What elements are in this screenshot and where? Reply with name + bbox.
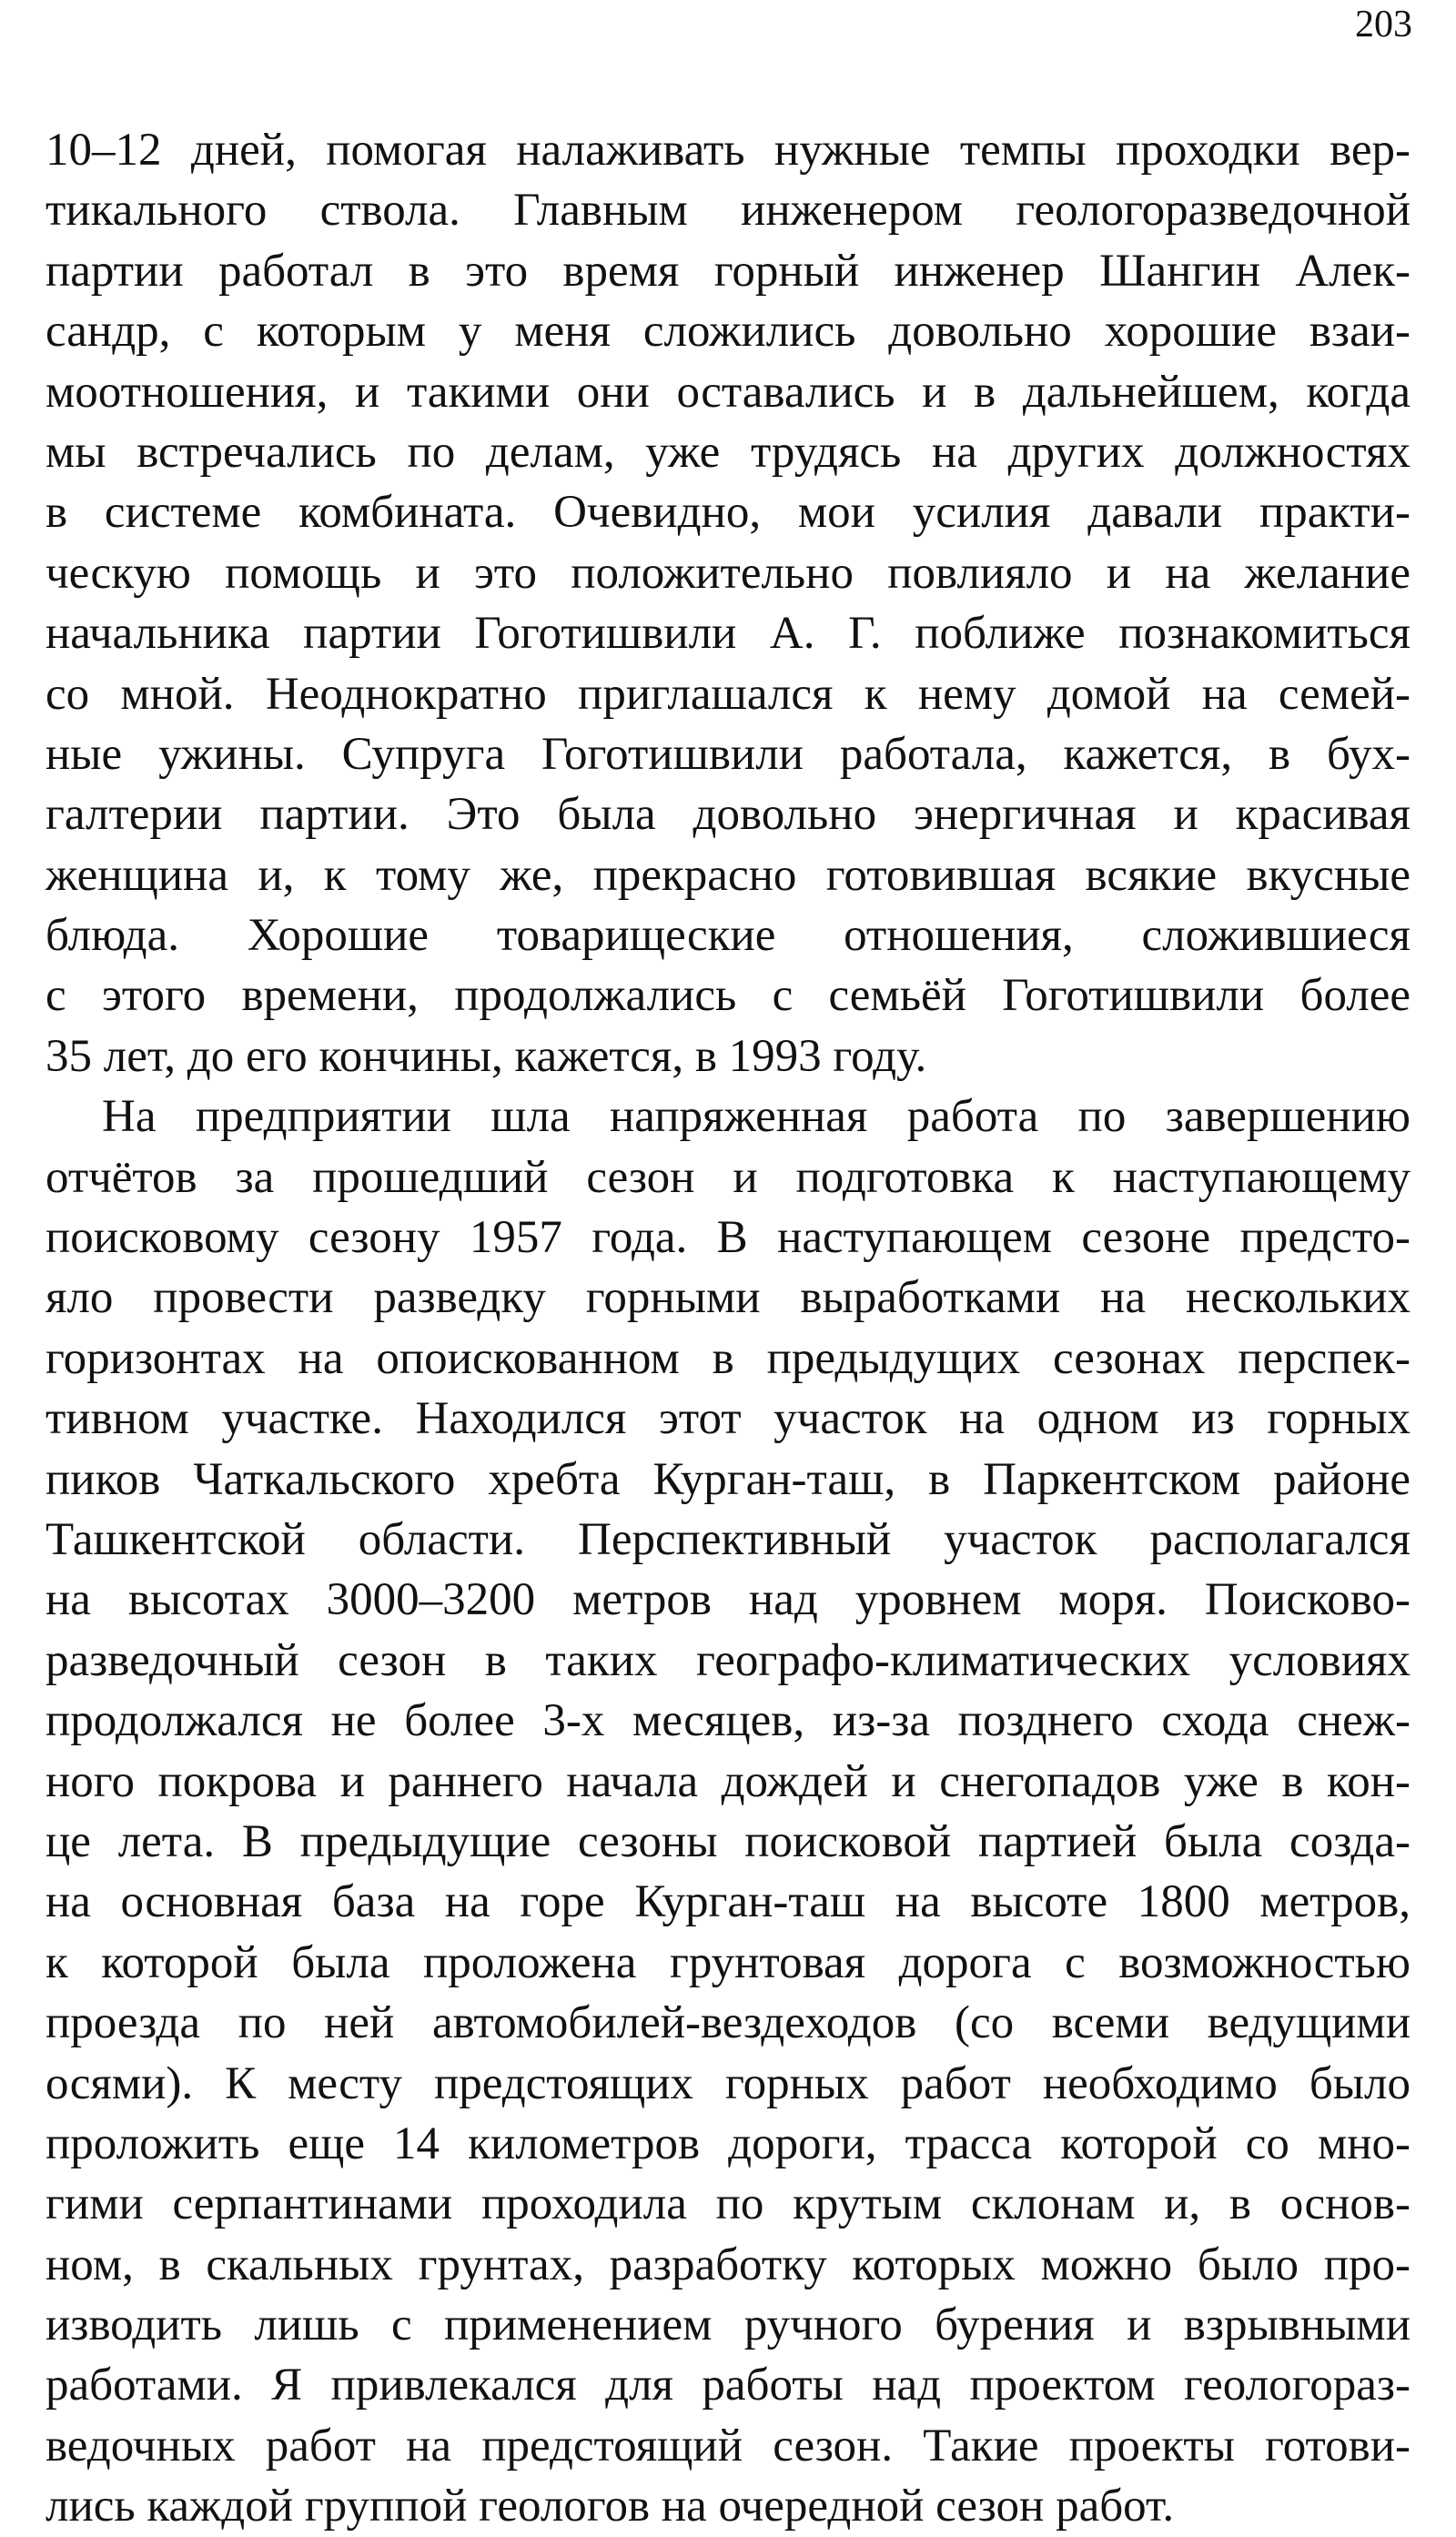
text-line: яло провести разведку горными выработками на нескольких: [46, 1272, 1410, 1324]
text-line: ного покрова и раннего начала дождей и снегопадов уже в кон-: [46, 1755, 1410, 1807]
text-line: продолжался не более 3-х месяцев, из-за позднего схода снеж-: [46, 1695, 1410, 1747]
text-line: гими серпантинами проходила по крутым склонам и, в основ-: [46, 2178, 1410, 2230]
text-line: разведочный сезон в таких географо-климатических условиях: [46, 1634, 1410, 1686]
text-line: со мной. Неоднократно приглашался к нему домой на семей-: [46, 668, 1410, 720]
text-line: ведочных работ на предстоящий сезон. Такие проекты готови-: [46, 2420, 1410, 2471]
text-line: женщина и, к тому же, прекрасно готовившая всякие вкусные: [46, 849, 1410, 901]
text-line: проложить еще 14 километров дороги, трасса которой со мно-: [46, 2118, 1410, 2169]
paragraph-2: [46, 1087, 1410, 2536]
paragraph-1: [46, 120, 1410, 1087]
page-number: 203: [1355, 4, 1412, 45]
text-line: це лета. В предыдущие сезоны поисковой партией была созда-: [46, 1815, 1410, 1867]
text-line: проезда по ней автомобилей-вездеходов (со всеми ведущими: [46, 1997, 1410, 2049]
text-line: сандр, с которым у меня сложились довольно хорошие взаи-: [46, 306, 1410, 358]
text-line: осями). К месту предстоящих горных работ необходимо было: [46, 2057, 1410, 2109]
text-line: на высотах 3000–3200 метров над уровнем моря. Поисково-: [46, 1574, 1410, 1626]
text-line: Ташкентской области. Перспективный участок располагался: [46, 1513, 1410, 1565]
text-line: в системе комбината. Очевидно, мои усилия давали практи-: [46, 487, 1410, 539]
text-line: 10–12 дней, помогая налаживать нужные темпы проходки вер-: [46, 125, 1410, 176]
text-line: блюда. Хорошие товарищеские отношения, сложившиеся: [46, 910, 1410, 962]
text-line: ные ужины. Супруга Гоготишвили работала, кажется, в бух-: [46, 728, 1410, 780]
text-line: к которой была проложена грунтовая дорога с возможностью: [46, 1936, 1410, 1988]
text-line: работами. Я привлекался для работы над проектом геологораз-: [46, 2360, 1410, 2411]
text-line: отчётов за прошедший сезон и подготовка к наступающему: [46, 1151, 1410, 1203]
text-line: начальника партии Гоготишвили А. Г. поближе познакомиться: [46, 608, 1410, 660]
text-line: горизонтах на опоискованном в предыдущих сезонах перспек-: [46, 1332, 1410, 1384]
text-line: галтерии партии. Это была довольно энергичная и красивая: [46, 789, 1410, 841]
text-line: партии работал в это время горный инженер Шангин Алек-: [46, 245, 1410, 297]
text-line: с этого времени, продолжались с семьёй Гоготишвили более: [46, 970, 1410, 1022]
text-line: 35 лет, до его кончины, кажется, в 1993 году.: [46, 1030, 927, 1082]
text-line: лись каждой группой геологов на очередной сезон работ.: [46, 2481, 1175, 2532]
text-line: тивном участке. Находился этот участок на одном из горных: [46, 1393, 1410, 1445]
text-line: На предприятии шла напряженная работа по завершению: [102, 1091, 1410, 1143]
text-line: ческую помощь и это положительно повлияло и на желание: [46, 547, 1410, 599]
text-line: изводить лишь с применением ручного бурения и взрывными: [46, 2299, 1410, 2351]
text-line: моотношения, и такими они оставались и в дальнейшем, когда: [46, 366, 1410, 418]
text-line: ном, в скальных грунтах, разработку которых можно было про-: [46, 2239, 1410, 2290]
text-line: пиков Чаткальского хребта Курган-таш, в Паркентском районе: [46, 1453, 1410, 1505]
text-line: поисковому сезону 1957 года. В наступающем сезоне предсто-: [46, 1212, 1410, 1264]
text-line: на основная база на горе Курган-таш на высоте 1800 метров,: [46, 1876, 1410, 1928]
text-line: тикального ствола. Главным инженером геологоразведочной: [46, 185, 1410, 237]
text-line: мы встречались по делам, уже трудясь на других должностях: [46, 426, 1410, 478]
body-text: [46, 120, 1410, 2537]
